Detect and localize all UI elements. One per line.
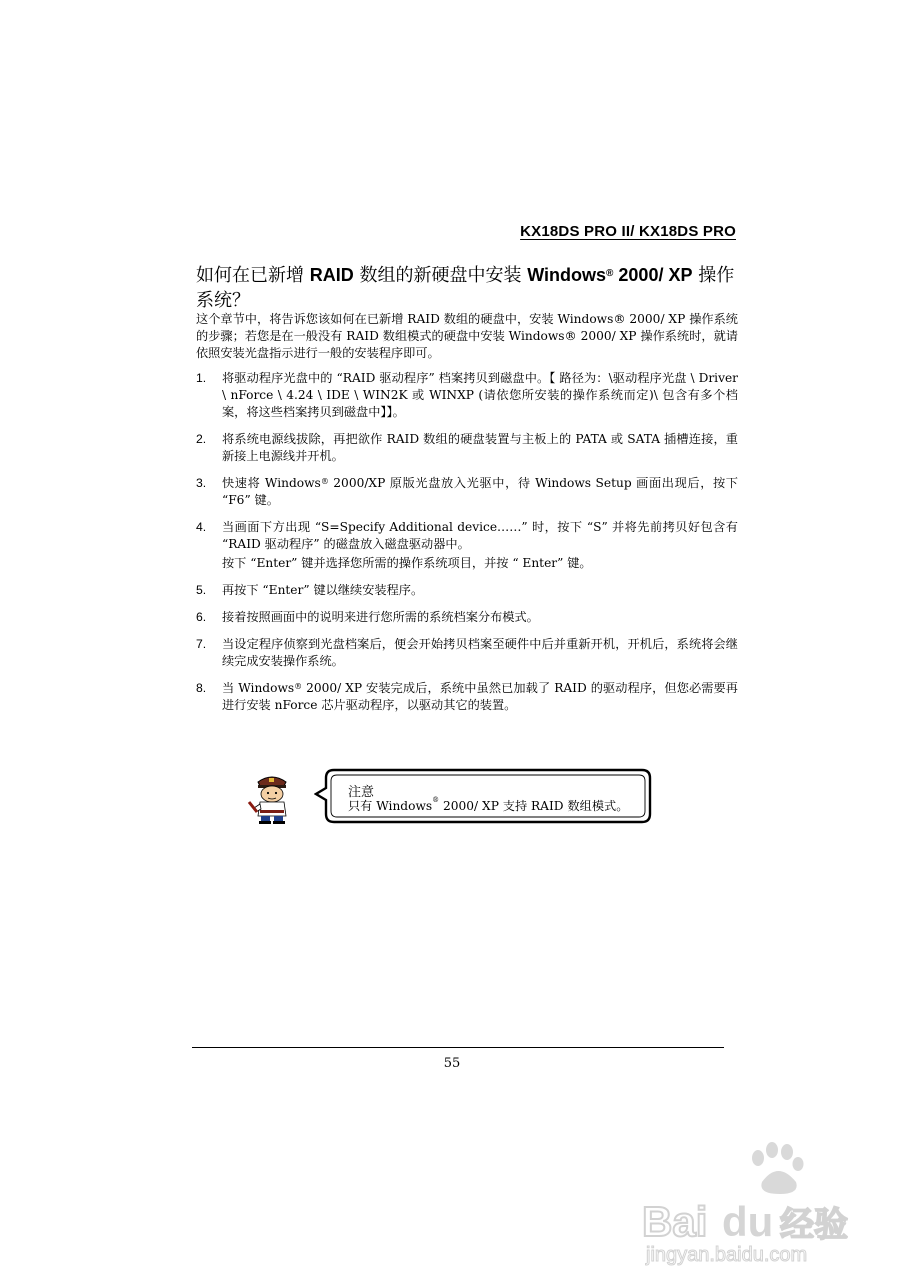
model-header: KX18DS PRO II/ KX18DS PRO xyxy=(520,223,736,240)
step-number: 1. xyxy=(196,371,207,385)
brand-jingyan: 经验 xyxy=(780,1205,848,1245)
step-text: 当设定程序侦察到光盘档案后，便会开始拷贝档案至硬件中后并重新开机，开机后，系统将会继续完成安装操作系统。 xyxy=(222,637,738,668)
title-suffix: 操作系统？ xyxy=(196,265,735,311)
step-subtext: 按下 “Enter” 键并选择您所需的操作系统项目，并按 “ Enter” 键。 xyxy=(222,556,592,570)
paw-icon xyxy=(752,1142,804,1194)
baidu-watermark xyxy=(640,1136,880,1266)
step-text xyxy=(222,475,738,509)
step-8 xyxy=(196,680,738,714)
step-number: 6. xyxy=(196,610,207,624)
step-number: 8. xyxy=(196,681,207,695)
reg-mark: ® xyxy=(432,796,440,804)
step-6 xyxy=(196,609,738,626)
step-number: 4. xyxy=(196,520,207,534)
step-3 xyxy=(196,475,738,509)
watermark-url: jingyan.baidu.com xyxy=(646,1244,808,1266)
step-text-a: 当 Windows xyxy=(222,681,295,695)
title-mid: 数组的新硬盘中安装 xyxy=(353,265,528,286)
title-windows: Windows xyxy=(527,265,607,285)
step-4 xyxy=(196,519,738,572)
step-number: 5. xyxy=(196,583,207,597)
step-text: 将驱动程序光盘中的 “RAID 驱动程序” 档案拷贝到磁盘中。【 路径为：\驱动程序光盘 \ Driver \ nForce \ 4.24 \ IDE \ WIN2K 或 WINXP (请依您所安装的操作系统而定)\ 包含有多个档案，将这些档案拷贝到磁盘中】】。 xyxy=(222,371,738,419)
title-prefix: 如何在已新增 xyxy=(196,265,310,286)
step-text-b: 2000/XP 原版光盘放入光驱中，待 Windows Setup 画面出现后，按下 “F6” 键。 xyxy=(222,476,738,507)
note-text-a: 只有 Windows xyxy=(348,799,433,813)
step-2 xyxy=(196,431,738,465)
intro-paragraph: 这个章节中，将告诉您该如何在已新增 RAID 数组的硬盘中，安装 Windows® 2000/ XP 操作系统的步骤；若您是在一般没有 RAID 数组模式的硬盘中安装 Windows® 2000/ XP 操作系统时，就请依照安装光盘指示进行一般的安装程序即可。 xyxy=(196,312,738,360)
step-text: 将系统电源线拔除，再把欲作 RAID 数组的硬盘装置与主板上的 PATA 或 SATA 插槽连接，重新接上电源线并开机。 xyxy=(222,432,738,463)
step-text: 接着按照画面中的说明来进行您所需的系统档案分布模式。 xyxy=(222,610,539,624)
section-title xyxy=(196,263,741,313)
police-mascot-icon xyxy=(246,770,298,824)
step-number: 2. xyxy=(196,432,207,446)
brand-du: du xyxy=(722,1198,774,1245)
reg-mark: ® xyxy=(294,682,303,691)
note-title: 注意 xyxy=(348,785,375,800)
step-text xyxy=(222,680,738,714)
footer-divider xyxy=(192,1047,724,1048)
brand-bai: Bai xyxy=(642,1198,708,1245)
install-steps-list xyxy=(196,370,738,724)
step-7 xyxy=(196,636,738,670)
note-text xyxy=(348,797,628,814)
step-number: 7. xyxy=(196,637,207,651)
title-reg-mark: ® xyxy=(606,268,614,279)
step-text-a: 快速将 Windows xyxy=(222,476,321,490)
step-5 xyxy=(196,582,738,599)
step-text: 当画面下方出现 “S=Specify Additional device……” 时，按下 “S” 并将先前拷贝好包含有 “RAID 驱动程序” 的磁盘放入磁盘驱动器中。 xyxy=(222,520,738,551)
reg-mark: ® xyxy=(320,477,329,486)
page-number: 55 xyxy=(443,1056,461,1071)
step-text: 再按下 “Enter” 键以继续安装程序。 xyxy=(222,583,424,597)
step-number: 3. xyxy=(196,476,207,490)
step-text-b: 2000/ XP 安装完成后，系统中虽然已加载了 RAID 的驱动程序，但您必需要再进行安装 nForce 芯片驱动程序，以驱动其它的装置。 xyxy=(222,681,738,712)
note-text-b: 2000/ XP 支持 RAID 数组模式。 xyxy=(439,799,629,813)
title-raid: RAID xyxy=(309,265,354,285)
step-1 xyxy=(196,370,738,421)
title-version: 2000/ XP xyxy=(613,265,693,285)
